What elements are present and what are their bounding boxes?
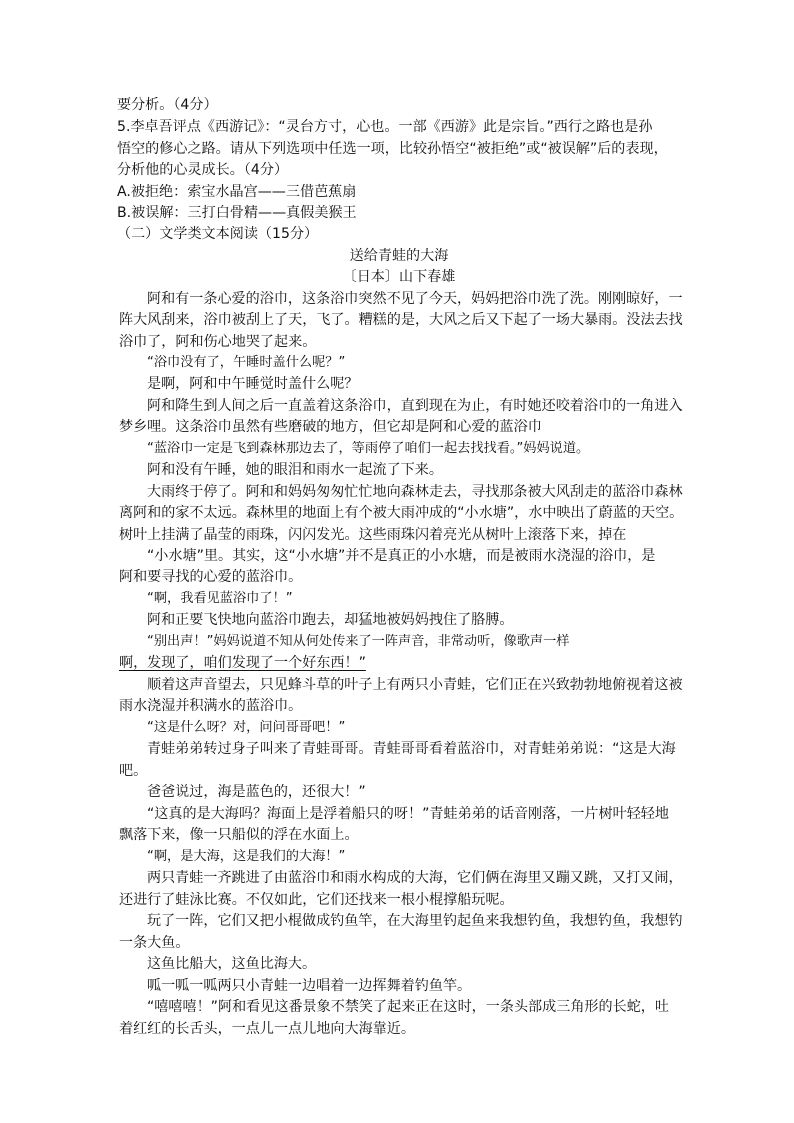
paragraph-line: 阵大风刮来，浴巾被刮上了天，飞了。糟糕的是，大风之后又下起了一场大暴雨。没法去找 [119, 312, 683, 328]
paragraph-line: 一条大鱼。 [119, 935, 190, 951]
paragraph-line: “啊，我看见蓝浴巾了！” [147, 591, 293, 606]
paragraph-line: 顺着这声音望去，只见蜂斗草的叶子上有两只小青蛙，它们正在兴致勃勃地俯视着这被 [147, 677, 683, 693]
paragraph-line: “别出声！”妈妈说道不知从何处传来了一阵声音，非常动听，像歌声一样 [147, 634, 570, 649]
paragraph-line: 大雨终于停了。阿和和妈妈匆匆忙忙地向森林走去，寻找那条被大风刮走的蓝浴巾森林 [147, 484, 683, 500]
section-heading: （二）文学类文本阅读（15分） [117, 226, 319, 242]
paragraph-line: 两只青蛙一齐跳进了由蓝浴巾和雨水构成的大海，它们俩在海里又蹦又跳，又打又闹， [147, 870, 683, 886]
story-author: 〔日本〕山下春雄 [342, 269, 456, 285]
paragraph-line: 阿和要寻找的心爱的蓝浴巾。 [119, 569, 303, 585]
paragraph-line: “这是什么呀？对，问问哥哥吧！” [147, 720, 346, 735]
paragraph-line: 雨水浇湿并积满水的蓝浴巾。 [119, 698, 303, 714]
underlined-line: 啊，发现了，咱们发现了一个好东西！” [119, 655, 366, 671]
option-b: B.被误解：三打白骨精——真假美猴王 [117, 205, 357, 221]
paragraph-line: 阿和有一条心爱的浴巾，这条浴巾突然不见了今天，妈妈把浴巾洗了洗。刚刚晾好，一 [147, 291, 683, 307]
paragraph-line: 吧。 [119, 763, 148, 779]
paragraph-line: “浴巾没有了，午睡时盖什么呢？” [147, 355, 346, 370]
option-a: A.被拒绝：索宝水晶宫——三借芭蕉扇 [117, 184, 357, 200]
question-5-line-1: 5.李卓吾评点《西游记》：“灵台方寸，心也。一部《西游》此是宗旨。”西行之路也是孙 [117, 119, 653, 135]
question-5-line-3: 分析他的心灵成长。（4分） [117, 162, 289, 178]
paragraph-line: 树叶上挂满了晶莹的雨珠，闪闪发光。这些雨珠闪着亮光从树叶上滚落下来，掉在 [119, 527, 627, 543]
paragraph-line: 着红红的长舌头，一点儿一点儿地向大海靠近。 [119, 1021, 415, 1037]
paragraph-line: 梦乡哩。这条浴巾虽然有些磨破的地方，但它却是阿和心爱的蓝浴巾 [119, 419, 542, 435]
paragraph-line: “蓝浴巾一定是飞到森林那边去了，等雨停了咱们一起去找找看。”妈妈说道。 [147, 441, 590, 456]
paragraph-line: 爸爸说过，海是蓝色的，还很大！” [147, 784, 366, 800]
paragraph-line: 青蛙弟弟转过身子叫来了青蛙哥哥。青蛙哥哥看着蓝浴巾，对青蛙弟弟说：“这是大海 [147, 741, 676, 757]
paragraph-line: “小水塘”里。其实，这“小水塘”并不是真正的小水塘，而是被雨水浇湿的浴巾，是 [147, 548, 656, 564]
paragraph-line: 是啊，阿和中午睡觉时盖什么呢？ [147, 376, 359, 392]
paragraph-line: 阿和没有午睡，她的眼泪和雨水一起流了下来。 [147, 462, 443, 478]
paragraph-line: 飘落下来，像一只船似的浮在水面上。 [119, 827, 359, 843]
paragraph-line: 这鱼比船大，这鱼比海大。 [147, 956, 317, 972]
paragraph-line: “啊，是大海，这是我们的大海！” [147, 849, 346, 864]
paragraph-line: 阿和降生到人间之后一直盖着这条浴巾，直到现在为止，有时她还咬着浴巾的一角进入 [147, 398, 683, 414]
paragraph-line: 阿和正要飞快地向蓝浴巾跑去，却猛地被妈妈拽住了胳膊。 [147, 612, 514, 628]
paragraph-line: 浴巾了，阿和伤心地哭了起来。 [119, 334, 317, 350]
story-title: 送给青蛙的大海 [349, 248, 449, 264]
paragraph-line: 还进行了蛙泳比赛。不仅如此，它们还找来一根小棍撑船玩呢。 [119, 892, 514, 908]
paragraph-line: “这真的是大海吗？海面上是浮着船只的呀！”青蛙弟弟的话音刚落，一片树叶轻轻地 [147, 806, 669, 822]
paragraph-line: 玩了一阵，它们又把小棍做成钓鱼竿，在大海里钓起鱼来我想钓鱼，我想钓鱼，我想钓 [147, 913, 683, 929]
paragraph-line: 离阿和的家不太远。森林里的地面上有个被大雨冲成的“小水塘”，水中映出了蔚蓝的天空。 [119, 505, 684, 521]
paragraph-line: 呱一呱一呱两只小青蛙一边唱着一边挥舞着钓鱼竿。 [147, 978, 472, 994]
paragraph-line: “嘻嘻嘻！”阿和看见这番景象不禁笑了起来正在这时，一条头部成三角形的长蛇，吐 [147, 999, 669, 1015]
question-5-line-2: 悟空的修心之路。请从下列选项中任选一项，比较孙悟空“被拒绝”或“被误解”后的表现， [117, 141, 668, 157]
question-4-tail: 要分析。（4分） [117, 97, 218, 113]
